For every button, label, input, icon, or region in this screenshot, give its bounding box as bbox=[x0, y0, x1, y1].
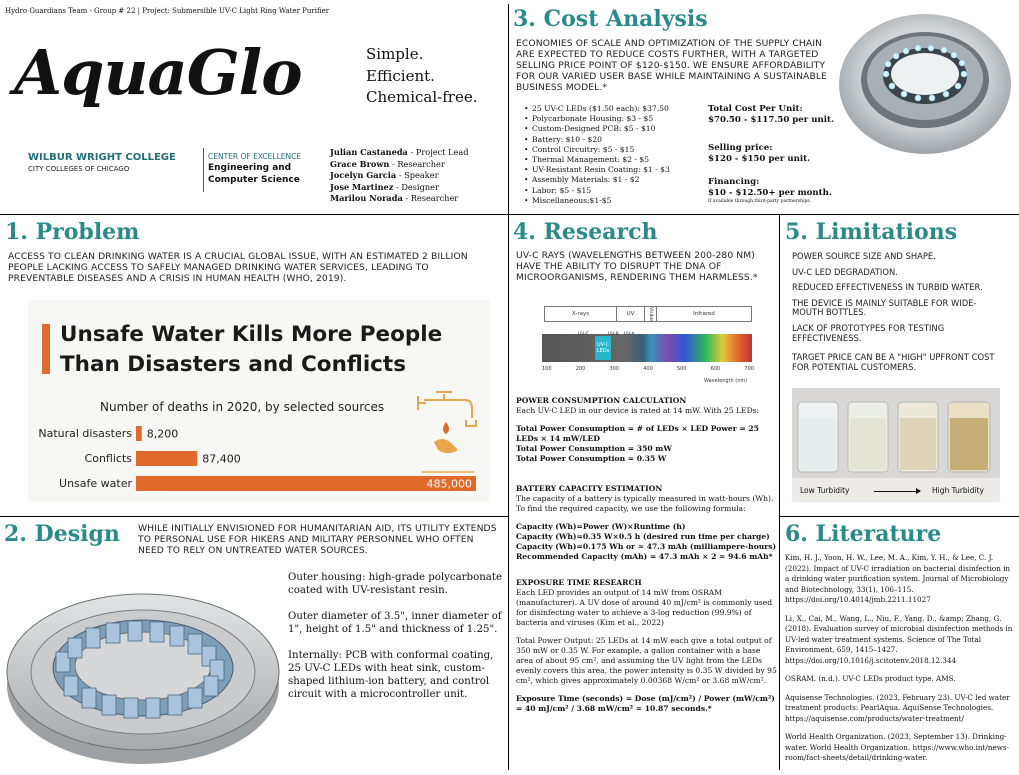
low-turbidity-label: Low Turbidity bbox=[800, 486, 850, 495]
band-xrays: X-rays bbox=[545, 307, 617, 321]
design-spec: Outer diameter of 3.5", inner diameter of 1", height of 1.5" and thickness of 1.25". bbox=[288, 611, 502, 635]
total-label: Total Cost Per Unit: bbox=[708, 104, 803, 114]
chart-title-accent bbox=[42, 324, 50, 374]
tick-label: 500 bbox=[676, 366, 687, 372]
cost-item: • Battery: $10 - $20 bbox=[524, 135, 704, 145]
divider-horizontal-2 bbox=[0, 516, 508, 517]
team-member: Jocelyn Garcia - Speaker bbox=[330, 170, 439, 180]
design-intro: WHILE INITIALLY ENVISIONED FOR HUMANITARIAN AID, ITS UTILITY EXTENDS TO PERSONAL USE FOR HIKERS AND MILITARY PERSONNEL WHO OFTEN NEED TO RELY ON UNTREATED WATER SOURCES. bbox=[138, 523, 497, 556]
uva-label: UV-A bbox=[624, 332, 635, 337]
tick-label: 100 bbox=[542, 366, 552, 372]
battery-eq: Capacity (Wh)=Power (W)×Runtime (h) bbox=[516, 522, 686, 531]
chart-title-line: Than Disasters and Conflicts bbox=[60, 352, 407, 377]
uvb-label: UV-B bbox=[608, 332, 619, 337]
reference: OSRAM. (n.d.). UV-C LEDs product type. AMS. bbox=[785, 674, 956, 683]
spectrum-gradient bbox=[542, 334, 752, 362]
team-list bbox=[330, 147, 468, 205]
power-heading: POWER CONSUMPTION CALCULATION bbox=[516, 396, 687, 405]
power-eq: Total Power Consumption = # of LEDs × LED Power = 25 LEDs × 14 mW/LED bbox=[516, 424, 759, 443]
turbidity-photo bbox=[792, 388, 1000, 502]
cost-item: • 25 UV-C LEDs ($1.50 each): $37.50 bbox=[524, 104, 704, 114]
battery-eq: Capacity (Wh)=0.175 Wh or ≈ 47.3 mAh (milliampere-hours) bbox=[516, 542, 777, 551]
cost-items bbox=[524, 104, 704, 206]
design-specs bbox=[288, 571, 504, 701]
divider-vertical-1 bbox=[508, 4, 509, 770]
band-visible: Visible bbox=[645, 307, 657, 321]
cost-item: • Custom-Designed PCB: $5 - $10 bbox=[524, 124, 704, 134]
reference: Aquisense Technologies. (2023, February 23). UV-C led water treatment products: PearlAqua. AquiSense Technologies. https://aquisense.com/products/water-treatment/ bbox=[785, 692, 1010, 723]
team-member: Marilou Norada - Researcher bbox=[330, 193, 459, 203]
divider-vertical-2 bbox=[779, 215, 780, 770]
fin-note: If available through third-party partnerships. bbox=[708, 199, 812, 204]
design-spec: Outer housing: high-grade polycarbonate coated with UV-resistant resin. bbox=[288, 572, 502, 596]
exposure-text: Each LED provides an output of 14 mW from OSRAM (manufacturer). A UV dose of around 40 mJ/cm² is commonly used for disinfecting water to achieve a 3-log reduction (99.9%) of bacteria and viruses (Kim et al., 2022) bbox=[516, 588, 773, 627]
turbidity-arrow bbox=[874, 491, 920, 492]
band-uv: UV bbox=[617, 307, 645, 321]
team-member: Julian Castaneda - Project Lead bbox=[330, 147, 469, 157]
tick-label: 400 bbox=[643, 366, 653, 372]
power-eq: Total Power Consumption = 0.35 W bbox=[516, 454, 667, 463]
uvc-label: UV-C bbox=[578, 332, 589, 337]
exposure-eq: Exposure Time (seconds) = Dose (mJ/cm²) / Power (mW/cm²) = 40 mJ/cm² / 3.68 mW/cm² ≈ 10.87 seconds.* bbox=[516, 694, 775, 713]
cost-item: • Miscellaneous:$1-$5 bbox=[524, 196, 704, 206]
battery-heading: BATTERY CAPACITY ESTIMATION bbox=[516, 484, 663, 493]
literature-list bbox=[785, 553, 1015, 772]
sell-value: $120 - $150 per unit. bbox=[708, 154, 811, 164]
limitation-item: LACK OF PROTOTYPES FOR TESTING EFFECTIVENESS. bbox=[792, 322, 945, 343]
bar-value-label: 485,000 bbox=[426, 477, 472, 491]
tagline-line: Simple. bbox=[366, 45, 424, 63]
team-member: Grace Brown - Researcher bbox=[330, 158, 445, 169]
tick-label: 700 bbox=[744, 366, 754, 372]
uvc-leds-label: UV-C LEDs bbox=[596, 342, 610, 354]
battery-eq: Capacity (Wh)=0.35 W×0.5 h (desired run time per charge) bbox=[516, 532, 770, 541]
tagline-line: Efficient. bbox=[366, 66, 435, 85]
exposure-text: Total Power Output: 25 LEDs at 14 mW each give a total output of 350 mW or 0.35 W. For example, a gallon container with a base area of about 95 cm², and assuming the UV light from the LEDs evenly covers this area, the power intensity is 0.35 W divided by 95 cm², which gives approximately 0.00368 W/cm² or 3.68 mW/cm². bbox=[516, 636, 777, 685]
cost-item: • Polycarbonate Housing: $3 - $5 bbox=[524, 114, 704, 124]
uv-spectrum-diagram bbox=[536, 304, 760, 390]
design-title: 2. Design bbox=[4, 521, 120, 547]
cost-item: • Assembly Materials: $1 - $2 bbox=[524, 175, 704, 185]
bar-category-label: Natural disasters bbox=[38, 427, 132, 440]
center-dept: Engineering and bbox=[208, 163, 292, 173]
cost-title: 3. Cost Analysis bbox=[513, 6, 708, 32]
problem-title: 1. Problem bbox=[5, 219, 140, 245]
cost-item: • UV-Resistant Resin Coating: $1 - $3 bbox=[524, 165, 704, 175]
tick-label: 200 bbox=[575, 366, 586, 372]
tagline-line: Chemical-free. bbox=[366, 88, 478, 106]
center-line: CENTER OF EXCELLENCE bbox=[208, 152, 302, 161]
cost-summary bbox=[708, 104, 848, 205]
fin-value: $10 - $12.50+ per month. bbox=[708, 188, 832, 198]
design-spec: Internally: PCB with conformal coating, 25 UV-C LEDs with heat sink, custom-shaped lithium-ion battery, and control circuit with a microcontroller unit. bbox=[288, 650, 494, 700]
deaths-chart bbox=[28, 300, 490, 502]
literature-title: 6. Literature bbox=[785, 521, 942, 547]
cost-intro: ECONOMIES OF SCALE AND OPTIMIZATION OF THE SUPPLY CHAIN ARE EXPECTED TO REDUCE COSTS FURTHER, WITH A TARGETED SELLING PRICE POINT OF $120-$150. WE ENSURE AFFORDABILITY FOR OUR VARIED USER BASE WHILE MAINTAINING A SUSTAINABLE BUSINESS MODEL.* bbox=[516, 38, 827, 93]
sell-label: Selling price: bbox=[708, 143, 773, 153]
aquaglo-logo: AquaGlo bbox=[14, 36, 302, 109]
tick-label: 300 bbox=[609, 366, 620, 372]
battery-text: The capacity of a battery is typically measured in watt-hours (Wh). To find the required capacity, we use the following formula: bbox=[516, 494, 774, 513]
chart-subtitle: Number of deaths in 2020, by selected sources bbox=[100, 400, 385, 414]
band-infrared: Infrared bbox=[693, 311, 715, 317]
turbidity-arrowhead bbox=[916, 488, 921, 494]
bar-value-label: 8,200 bbox=[146, 427, 179, 441]
limitation-item: UV-C LED DEGRADATION. bbox=[792, 266, 898, 277]
college-sub: CITY COLLEGES OF CHICAGO bbox=[28, 165, 130, 173]
exposure-heading: EXPOSURE TIME RESEARCH bbox=[516, 578, 642, 587]
tagline bbox=[366, 44, 478, 109]
tick-label: 600 bbox=[710, 366, 721, 372]
team-member: Jose Martinez - Designer bbox=[330, 181, 439, 192]
spectrum-axis-label: Wavelength (nm) bbox=[704, 378, 748, 384]
turbidity-glasses bbox=[792, 388, 1000, 478]
team-line: Hydro Guardians Team - Group # 22 | Project: Submersible UV-C Light Ring Water Purifier bbox=[5, 7, 330, 15]
limitation-item: POWER SOURCE SIZE AND SHAPE. bbox=[792, 251, 936, 261]
high-turbidity-label: High Turbidity bbox=[932, 486, 984, 495]
cost-item: • Control Circuitry: $5 - $15 bbox=[524, 145, 704, 155]
reference: World Health Organization. (2023, September 13). Drinking-water. World Health Organization. https://www.who.int/news-room/fact-sheets/detail/drinking-water. bbox=[785, 732, 1009, 762]
problem-text: ACCESS TO CLEAN DRINKING WATER IS A CRUCIAL GLOBAL ISSUE, WITH AN ESTIMATED 2 BILLION PEOPLE LACKING ACCESS TO SAFELY MANAGED DRINKING WATER SERVICES, LEADING TO PREVENTABLE DISEASES AND A CRISIS IN HUMAN HEALTH (WHO, 2019). bbox=[8, 251, 468, 284]
research-title: 4. Research bbox=[513, 219, 658, 245]
power-eq: Total Power Consumption = 350 mW bbox=[516, 444, 672, 453]
battery-eq: Recommended Capacity (mAh) = 47.3 mAh × 2 ≈ 94.6 mAh* bbox=[516, 552, 773, 561]
bar bbox=[136, 426, 142, 441]
limitations-list bbox=[792, 252, 996, 378]
total-value: $70.50 - $117.50 per unit. bbox=[708, 115, 835, 125]
chart-title-line: Unsafe Water Kills More People bbox=[60, 322, 443, 347]
bar-value-label: 87,400 bbox=[202, 452, 241, 466]
college-name: WILBUR WRIGHT COLLEGE bbox=[28, 152, 176, 163]
cost-item: • Thermal Management: $2 - $5 bbox=[524, 155, 704, 165]
research-body bbox=[516, 396, 778, 714]
center-logo bbox=[208, 151, 301, 186]
fin-label: Financing: bbox=[708, 177, 760, 187]
chart-title bbox=[60, 320, 442, 380]
limitations-title: 5. Limitations bbox=[785, 219, 958, 245]
reference: Li, X., Cai, M., Wang, L., Niu, F., Yang, D., &amp; Zhang, G. (2018). Evaluation survey of microbial disinfection methods in UV-led water treatment systems. Science of The Total Environment, 659, 1415–1427. https://doi.org/10.1016/j.scitotenv.2018.12.344 bbox=[785, 613, 1013, 665]
divider-horizontal-3 bbox=[779, 516, 1019, 517]
device-design-render bbox=[4, 568, 282, 768]
spectrum-ticks bbox=[536, 366, 760, 372]
limitation-item: TARGET PRICE CAN BE A "HIGH" UPFRONT COST FOR POTENTIAL CUSTOMERS. bbox=[792, 352, 995, 372]
faucet-icon bbox=[414, 380, 484, 480]
divider-horizontal-1 bbox=[0, 214, 1019, 215]
power-text: Each UV-C LED in our device is rated at 14 mW. With 25 LEDs: bbox=[516, 406, 760, 415]
college-logo bbox=[28, 152, 176, 174]
bar bbox=[136, 451, 197, 466]
center-dept: Computer Science bbox=[208, 175, 300, 185]
cost-item: • Labor: $5 - $15 bbox=[524, 186, 704, 196]
limitation-item: REDUCED EFFECTIVENESS IN TURBID WATER. bbox=[792, 282, 983, 293]
bar-category-label: Unsafe water bbox=[59, 477, 132, 490]
reference: Kim, H. J., Yoon, H. W., Lee, M. A., Kim, Y. H., & Lee, C. J. (2022). Impact of UV-C irradiation on bacterial disinfection in a drinking water purification system. Journal of Microbiology and Biotechnology, 33(1), 106–115. https://doi.org/10.4014/jmb.2211.11027 bbox=[785, 553, 1011, 604]
limitation-item: THE DEVICE IS MAINLY SUITABLE FOR WIDE-MOUTH BOTTLES. bbox=[792, 297, 977, 318]
spectrum-band-bar bbox=[544, 306, 752, 322]
device-ring-photo bbox=[836, 6, 1014, 156]
bar-category-label: Conflicts bbox=[84, 452, 132, 465]
logo-divider bbox=[203, 148, 204, 192]
research-intro: UV-C RAYS (WAVELENGTHS BETWEEN 200-280 NM) HAVE THE ABILITY TO DISRUPT THE DNA OF MICROORGANISMS, RENDERING THEM HARMLESS.* bbox=[516, 250, 758, 283]
